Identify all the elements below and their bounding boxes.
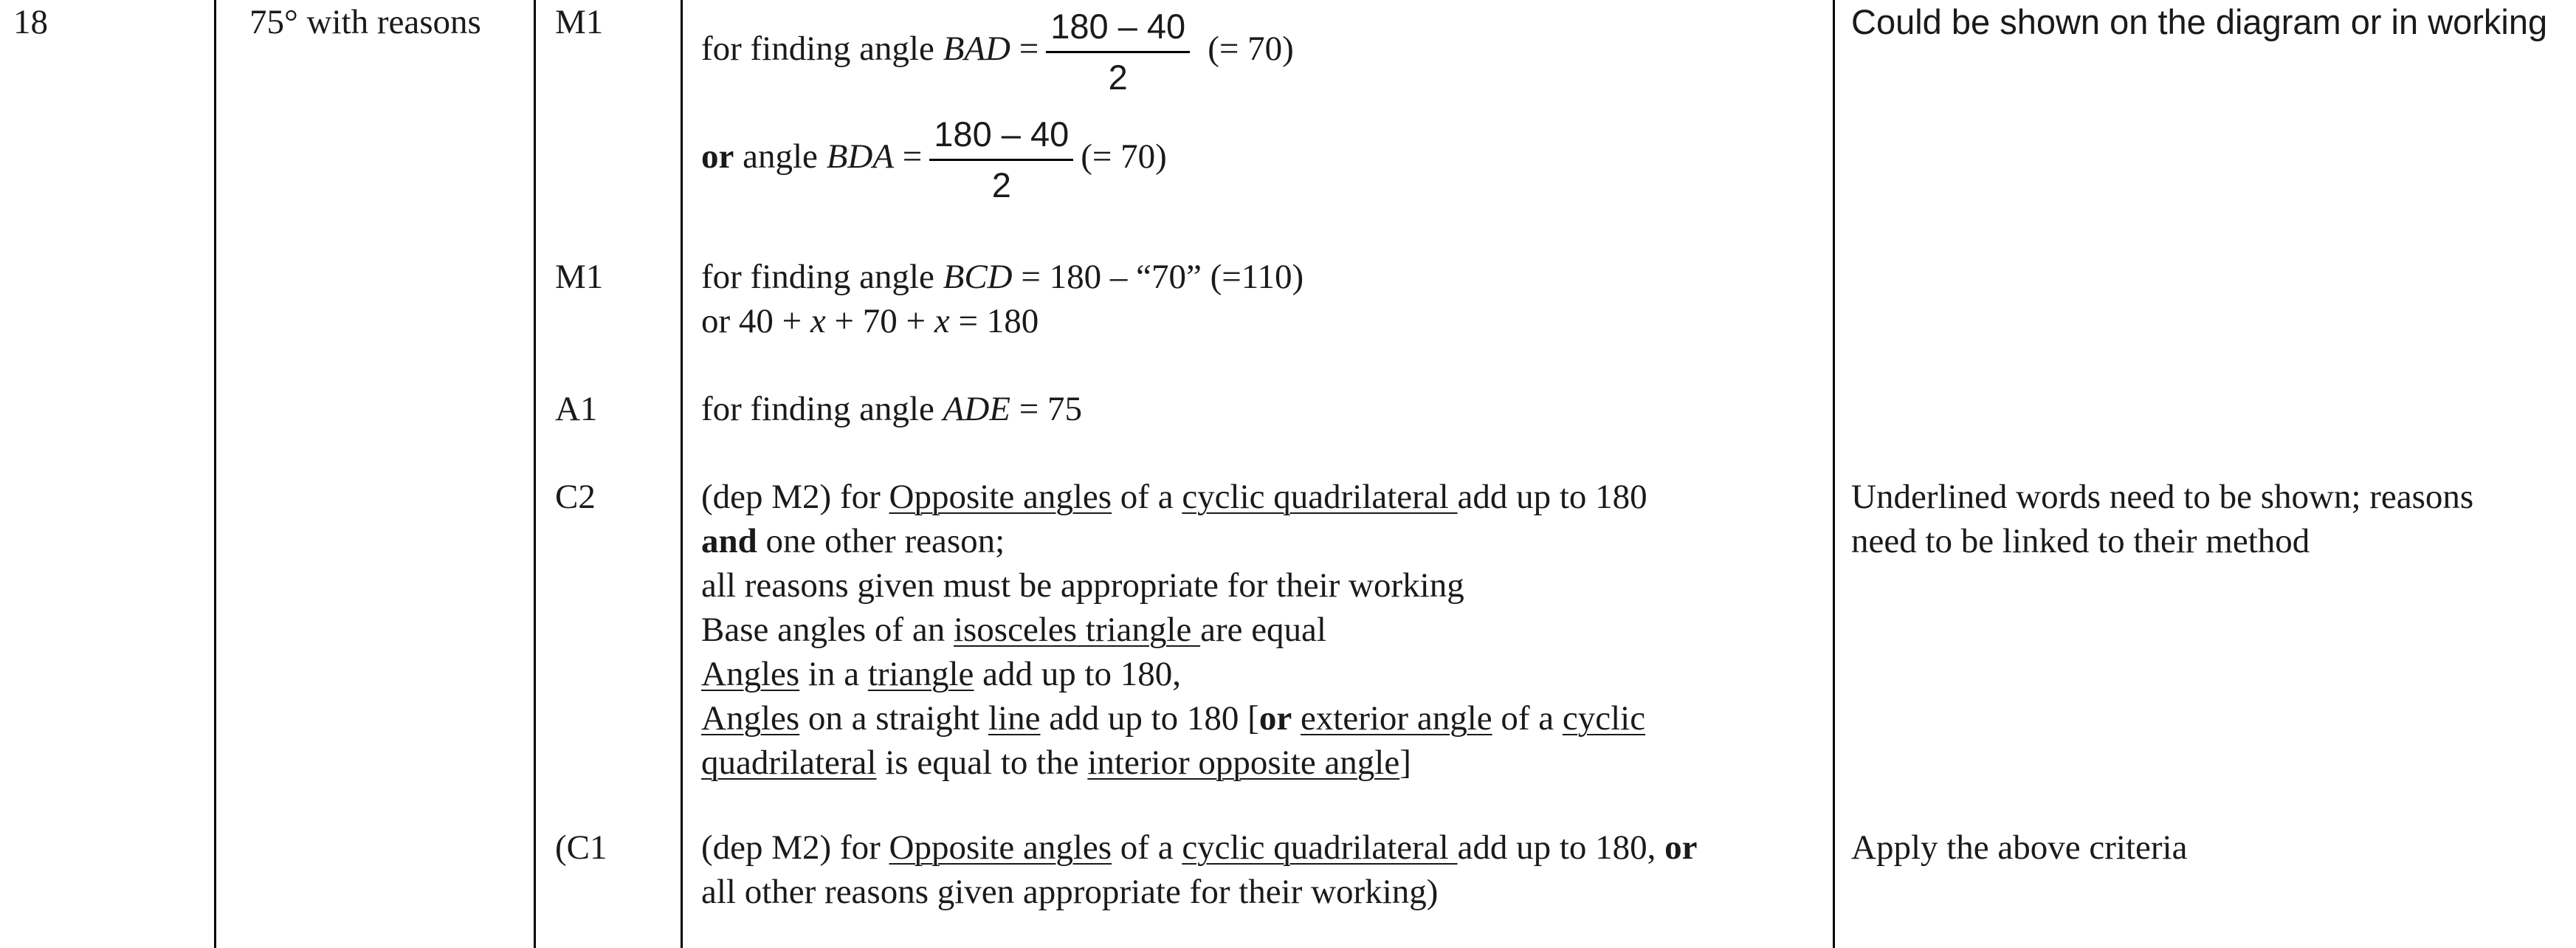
m1-sum-a: or 40 + (701, 302, 810, 340)
m1-bda-or: or (701, 137, 734, 176)
note-underlined-words: Underlined words need to be shown; reasons need to be linked to their method (1851, 478, 2474, 560)
m1-bda-working (701, 105, 1167, 208)
mark-a1: A1 (555, 390, 598, 428)
m1-sum-x2: x (934, 302, 950, 340)
m1-bda-fraction-denominator: 2 (991, 165, 1011, 205)
c2-line-1: (dep M2) for Opposite angles of a cyclic quadrilateral add up to 180 (701, 478, 1647, 516)
c1-reasons (701, 825, 1698, 914)
column-divider-2 (534, 0, 536, 948)
c2-reasons (701, 475, 1647, 785)
c2-line-6: Angles on a straight line add up to 180 [or exterior angle of a cyclic (701, 699, 1646, 738)
answer-cell: 75° with reasons (249, 3, 481, 41)
c2-line-4: Base angles of an isosceles triangle are equal (701, 611, 1326, 649)
note-diagram-or-working: Could be shown on the diagram or in working (1851, 2, 2548, 41)
c2-line-5: Angles in a triangle add up to 180, (701, 655, 1182, 693)
m1-bda-angle: BDA (826, 137, 895, 176)
m1-bcd-angle: BCD (943, 258, 1013, 296)
m1-bad-suffix: (= 70) (1208, 30, 1294, 68)
mark-c2: C2 (555, 478, 596, 516)
m1-bad-fraction-numerator: 180 – 40 (1046, 2, 1190, 53)
a1-prefix: for finding angle (701, 390, 943, 428)
mark-c1: (C1 (555, 828, 607, 867)
c2-line-2: and one other reason; (701, 522, 1005, 560)
column-divider-1 (214, 0, 216, 948)
c2-line-3: all reasons given must be appropriate for their working (701, 566, 1464, 605)
m1-bad-prefix: for finding angle (701, 30, 943, 68)
c1-line-2: all other reasons given appropriate for their working) (701, 873, 1439, 911)
m1-bad-fraction-denominator: 2 (1108, 57, 1128, 97)
a1-ade-working (701, 387, 1082, 431)
m1-sum-b: + 70 + (825, 302, 934, 340)
column-divider-4 (1833, 0, 1835, 948)
c2-line-7: quadrilateral is equal to the interior opposite angle] (701, 743, 1411, 782)
m1-bda-fraction-numerator: 180 – 40 (929, 110, 1073, 161)
m1-bda-eq: = (894, 137, 923, 176)
m1-bcd-prefix: for finding angle (701, 258, 943, 296)
mark-m1-first: M1 (555, 3, 604, 41)
m1-bcd-suffix: = 180 – “70” (=110) (1012, 258, 1304, 296)
a1-suffix: = 75 (1010, 390, 1082, 428)
note-apply-criteria: Apply the above criteria (1851, 828, 2188, 867)
m1-bcd-working (701, 255, 1304, 343)
m1-bad-fraction (1046, 2, 1190, 102)
a1-angle: ADE (943, 390, 1010, 428)
m1-bda-suffix: (= 70) (1081, 137, 1167, 176)
c1-line-1: (dep M2) for Opposite angles of a cyclic quadrilateral add up to 180, or (701, 828, 1698, 867)
question-number: 18 (13, 3, 48, 41)
m1-sum-c: = 180 (949, 302, 1039, 340)
m1-bad-working (701, 0, 1294, 100)
m1-bda-fraction (929, 110, 1073, 210)
column-divider-3 (681, 0, 683, 948)
m1-bda-prefix: angle (734, 137, 827, 176)
mark-m1-second: M1 (555, 258, 604, 296)
m1-bad-angle: BAD (943, 30, 1010, 68)
m1-bad-eq: = (1010, 30, 1039, 68)
m1-sum-x1: x (810, 302, 826, 340)
